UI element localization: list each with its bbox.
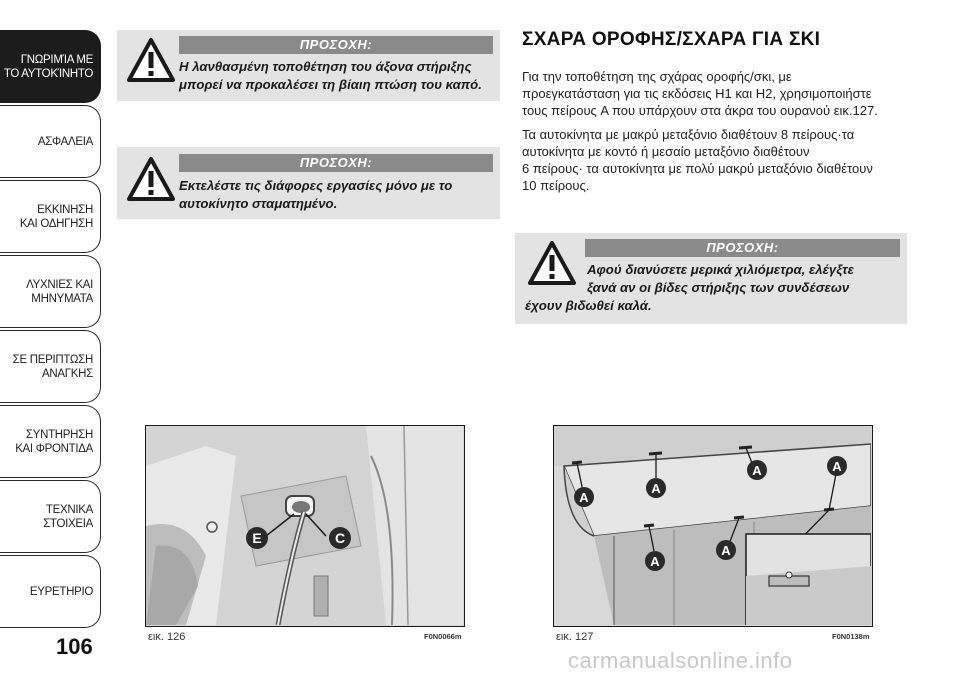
- paragraph-2: Τα αυτοκίνητα με μακρύ μεταξόνιο διαθέτουν 8 πείρους·τα αυτοκίνητα με κοντό ή μεσαίο μεταξόνιο διαθέτουν 6 πείρους· τα αυτοκίνητα με πολύ μακρύ μεταξόνιο διαθέτουν 10 πείρους.: [522, 127, 873, 193]
- caution-text-line-1: Αφού διανύσετε μερικά χιλιόμετρα, ελέγξτε: [587, 262, 854, 277]
- tab-starting-driving[interactable]: ΕΚΚΙΝΗΣΗ ΚΑΙ ΟΔΗΓΗΣΗ: [0, 180, 101, 253]
- callout-c: [329, 527, 351, 549]
- paragraph-1: Για την τοποθέτηση της σχάρας οροφής/σκι, με προεγκατάσταση για τις εκδόσεις H1 και H2, χρησιμοποιήστε τους πείρους A που υπάρχουν στα άκρα του ουρανού εικ.127.: [522, 69, 878, 118]
- caution-text: Εκτελέστε τις διάφορες εργασίες μόνο με το αυτοκίνητο σταματημένο.: [179, 178, 453, 211]
- tab-safety[interactable]: ΑΣΦΑΛΕΙΑ: [0, 105, 101, 178]
- tab-getting-to-know-car[interactable]: ΓΝΩΡΙΜΊΑ ΜΕ ΤΟ ΑΥΤΟΚΊΝΗΤΟ: [0, 30, 101, 103]
- svg-text:A: A: [752, 463, 762, 478]
- callout-a: [646, 478, 666, 498]
- svg-text:A: A: [651, 481, 661, 496]
- tab-technical-data[interactable]: ΤΕΧΝΙΚΑ ΣΤΟΙΧΕΙΑ: [0, 480, 101, 553]
- caution-box-3: [515, 233, 907, 324]
- hood-prop-illustration: [146, 426, 463, 625]
- warning-icon: [126, 156, 176, 202]
- roof-pins-illustration: [554, 426, 871, 625]
- svg-text:A: A: [579, 490, 589, 505]
- warning-icon: [126, 37, 176, 83]
- callout-a: [716, 540, 736, 560]
- caution-header: ΠΡΟΣΟΧΗ:: [179, 154, 493, 172]
- caution-header: ΠΡΟΣΟΧΗ:: [179, 36, 493, 54]
- page-number: 106: [56, 634, 93, 659]
- callout-e: [246, 527, 268, 549]
- watermark: carmanualsonline.info: [568, 648, 793, 673]
- tab-maintenance[interactable]: ΣΥΝΤΗΡΗΣΗ ΚΑΙ ΦΡΟΝΤΙΔΑ: [0, 405, 101, 478]
- caution-header: ΠΡΟΣΟΧΗ:: [585, 239, 900, 257]
- tab-warning-lights[interactable]: ΛΥΧΝΙΕΣ ΚΑΙ ΜΗΝΥΜΑΤΑ: [0, 255, 101, 328]
- caution-text: Η λανθασμένη τοποθέτηση του άξονα στήριξης μπορεί να προκαλέσει τη βίαιη πτώση του καπό.: [179, 59, 482, 92]
- warning-icon: [527, 240, 577, 286]
- svg-text:A: A: [721, 543, 731, 558]
- figure-126-code: F0N0066m: [424, 632, 462, 641]
- tab-emergency[interactable]: ΣΕ ΠΕΡΙΠΤΩΣΗ ΑΝΑΓΚΗΣ: [0, 330, 101, 403]
- caution-text-line-3: έχουν βιδωθεί καλά.: [525, 298, 652, 313]
- figure-127-roof-pins: [553, 425, 873, 627]
- svg-text:A: A: [832, 459, 842, 474]
- caution-box-1: [117, 30, 500, 101]
- figure-126-caption: εικ. 126: [148, 631, 186, 643]
- svg-text:E: E: [252, 530, 262, 546]
- figure-126-hood-prop: [145, 425, 465, 627]
- caution-text-line-2: ξανά αν οι βίδες στήριξης των συνδέσεων: [587, 280, 850, 295]
- section-title: ΣΧΑΡΑ ΟΡΟΦΗΣ/ΣΧΑΡΑ ΓΙΑ ΣΚΙ: [522, 29, 821, 50]
- svg-text:A: A: [650, 554, 660, 569]
- callout-a: [645, 551, 665, 571]
- callout-a: [574, 487, 594, 507]
- caution-box-2: [117, 147, 500, 219]
- callout-a: [747, 460, 767, 480]
- callout-a: [827, 456, 847, 476]
- figure-127-caption: εικ. 127: [556, 631, 594, 643]
- tab-index[interactable]: ΕΥΡΕΤΗΡΙΟ: [0, 555, 101, 628]
- figure-127-code: F0N0138m: [832, 632, 870, 641]
- svg-text:C: C: [334, 530, 346, 546]
